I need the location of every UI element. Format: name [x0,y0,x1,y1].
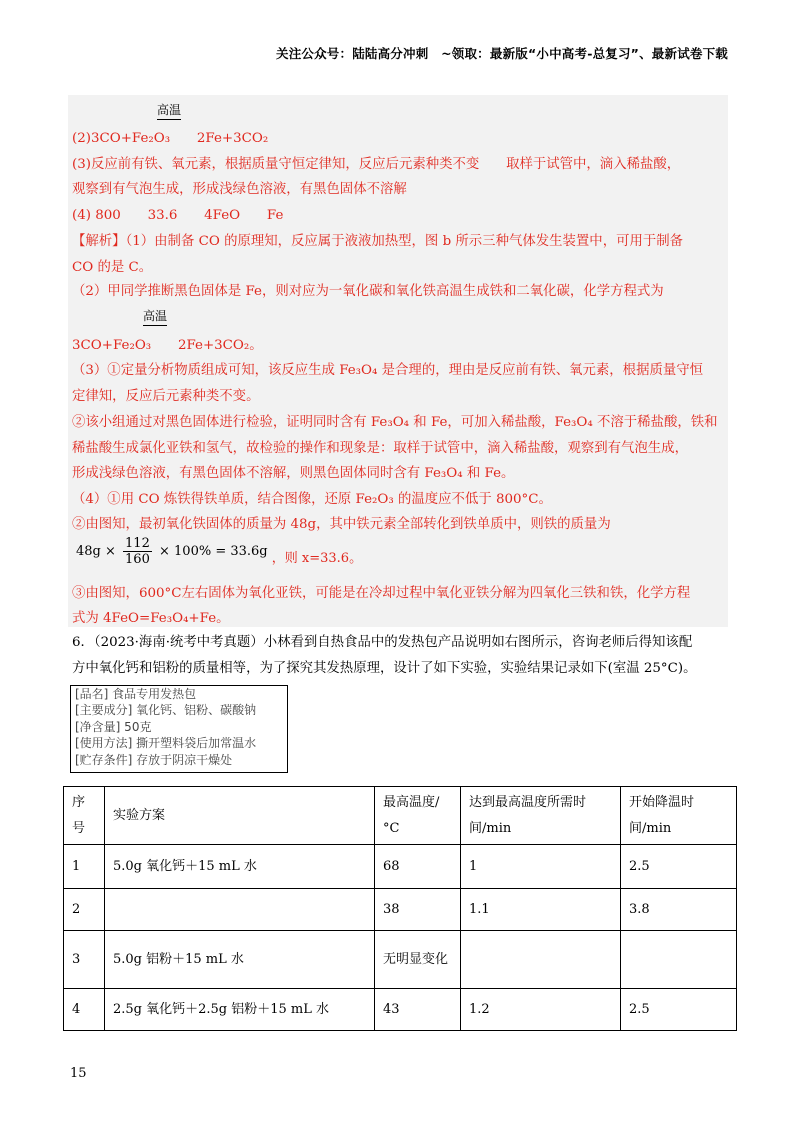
table-cell: 43 [375,989,461,1031]
answer-line-5: (4) 800 33.6 4FeO Fe [72,208,284,223]
table-cell: 2.5 [621,845,737,889]
table-cell: 1 [64,845,105,889]
analysis-line-8: 稀盐酸生成氯化亚铁和氢气，故检验的操作和现象是：取样于试管中，滴入稀盐酸，观察到有气泡生成， [72,441,688,456]
table-cell: 1.2 [461,989,621,1031]
table-cell: 2 [64,889,105,931]
label-name: [品名] 食品专用发热包 [75,687,197,701]
analysis-line-5: （3）①定量分析物质组成可知，该反应生成 Fe₃O₄ 是合理的，理由是反应前有铁、氧元素，根据质量守恒 [72,363,704,378]
table-header: 达到最高温度所需时间/min [461,787,621,845]
table-row [64,845,737,889]
table-cell: 4 [64,989,105,1031]
analysis-line-3: （2）甲同学推断黑色固体是 Fe，则对应为一氧化碳和氧化铁高温生成铁和二氧化碳，化学方程式为 [72,284,664,299]
analysis-line-11: ②由图知，最初氧化铁固体的质量为 48g，其中铁元素全部转化到铁单质中，则铁的质量为 [72,517,611,532]
fraction-numerator: 112 [125,536,150,551]
analysis-line-9: 形成浅绿色溶液，有黑色固体不溶解，则黑色固体同时含有 Fe₃O₄ 和 Fe。 [72,466,515,481]
calc-prefix: 48g × [76,544,116,559]
page-number: 15 [70,1066,87,1081]
analysis-line-10: （4）①用 CO 炼铁得铁单质，结合图像，还原 Fe₂O₃ 的温度应不低于 800°C。 [72,492,552,507]
calc-result: ，则 x=33.6。 [271,551,363,566]
analysis-line-1: 【解析】（1）由制备 CO 的原理知，反应属于液液加热型，图 b 所示三种气体发生装置中，可用于制备 [72,234,684,249]
label-storage: [贮存条件] 存放于阴凉干燥处 [75,752,233,767]
table-cell: 无明显变化 [375,931,461,989]
page-header: 关注公众号：陆陆高分冲刺 ~领取：最新版“小中高考-总复习”、最新试卷下载 [276,46,728,61]
answer-line-3: (3)反应前有铁、氧元素，根据质量守恒定律知，反应后元素种类不变 取样于试管中，滴入稀盐酸， [72,157,681,172]
table-cell: 3.8 [621,889,737,931]
analysis-line-6: 定律知，反应后元素种类不变。 [72,389,260,404]
answer-line-2: (2)3CO+Fe₂O₃ 2Fe+3CO₂ [72,131,269,146]
table-header: 实验方案 [105,787,375,845]
table-header: 序号 [64,787,105,845]
table-cell: 1 [461,845,621,889]
analysis-line-2: CO 的是 C。 [72,260,153,275]
reaction-condition-2: 高温 [143,307,167,326]
table-cell [621,931,737,989]
product-label [70,685,288,773]
table-cell: 2.5 [621,989,737,1031]
table-row [64,889,737,931]
answer-line-4: 观察到有气泡生成，形成浅绿色溶液，有黑色固体不溶解 [72,182,407,197]
table-row [64,989,737,1031]
table-cell [105,889,375,931]
fraction-denominator: 160 [125,552,150,567]
table-cell: 68 [375,845,461,889]
calc-suffix: × 100% = 33.6g [159,544,268,559]
question-line-2: 方中氧化钙和铝粉的质量相等，为了探究其发热原理，设计了如下实验，实验结果记录如下(室温 25°C)。 [72,661,697,676]
experiment-table [63,786,737,1031]
table-cell: 3 [64,931,105,989]
reaction-condition-1: 高温 [157,101,181,120]
table-header: 开始降温时间/min [621,787,737,845]
question-line-1: 6．（2023·海南·统考中考真题）小林看到自热食品中的发热包产品说明如右图所示，咨询老师后得知该配 [72,635,693,650]
analysis-line-12: ③由图知，600°C左右固体为氧化亚铁，可能是在冷却过程中氧化亚铁分解为四氧化三铁和铁，化学方程 [72,586,691,601]
label-usage: [使用方法] 撕开塑料袋后加常温水 [75,736,257,751]
table-cell: 5.0g 铝粉＋15 mL 水 [105,931,375,989]
table-cell: 38 [375,889,461,931]
table-cell: 2.5g 氧化钙＋2.5g 铝粉＋15 mL 水 [105,989,375,1031]
table-cell [461,931,621,989]
fraction [123,536,152,567]
analysis-line-13: 式为 4FeO=Fe₃O₄+Fe。 [72,611,230,626]
analysis-line-4: 3CO+Fe₂O₃ 2Fe+3CO₂。 [72,338,263,353]
table-cell: 5.0g 氧化钙＋15 mL 水 [105,845,375,889]
table-row [64,931,737,989]
label-ingredients: [主要成分] 氧化钙、铝粉、碳酸钠 [75,703,257,718]
table-cell: 1.1 [461,889,621,931]
analysis-line-7: ②该小组通过对黑色固体进行检验，证明同时含有 Fe₃O₄ 和 Fe，可加入稀盐酸，Fe₃O₄ 不溶于稀盐酸，铁和 [72,415,718,430]
label-net-content: [净含量] 50克 [75,719,152,734]
mass-calculation [76,536,362,567]
table-header-row [64,787,737,845]
table-header: 最高温度/°C [375,787,461,845]
